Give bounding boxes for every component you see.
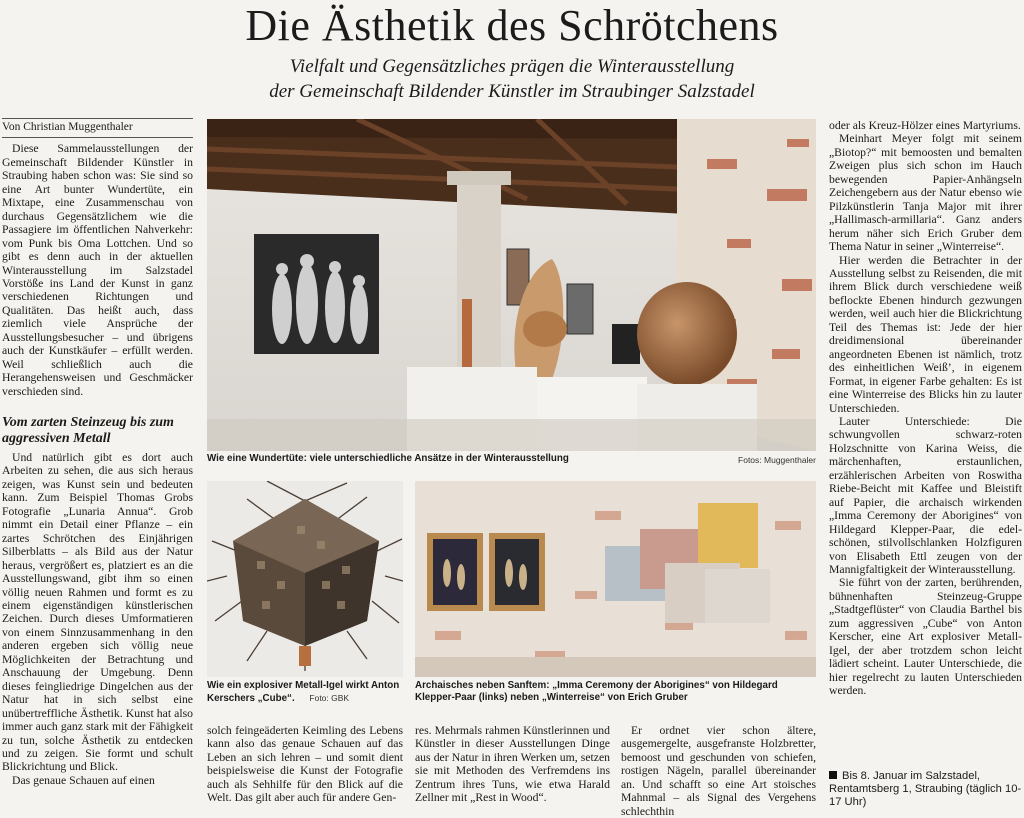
main-photo-credit: Fotos: Muggenthaler [738,455,816,465]
cube-photo-credit: Foto: GBK [309,693,350,703]
paragraph: Er ordnet vier schon ältere, ausgemergelte, ausgefranste Holzbretter, bemoost und geschunden von schiefen, rostigen Nägeln, parallel übereinander an. Und schafft so eine Art stoisches Mahnmal – als Signal des Vergehens schlechthin [621,724,816,818]
byline-rule [2,137,193,138]
exhibition-photo-illustration [207,119,816,451]
headline: Die Ästhetik des Schrötchens [245,1,779,50]
paragraph: Diese Sammelausstellungen der Gemeinschaft Bildender Künstler in Straubing haben schon was: Sie sind so eine Art bunter Wundertüte, ein Mixtape, eine Zusammenschau von durchaus Gegensätzlichem wie die Passagiere im öffentlichen Nahverkehr: vom Punk bis Oma Lottchen. Und so gibt es denn auch in der aktuellen Winterausstellung im Salzstadel Vorstöße ins Land der Kunst in ganz verschiedenen Richtungen und Qualitäten. Das heißt auch, dass ziemlich viele Ansprüche der Ausstellungsbesucher – und übrigens auch der Kunstkäufer – erfüllt werden. Weil schließlich auch die Herangehensweisen und Geschmäcker verschieden sind. [2,142,193,398]
column-1-continued [2,451,193,787]
main-photo-caption: Wie eine Wundertüte: viele unterschiedliche Ansätze in der Winterausstellung [207,453,569,464]
cube-caption-text: Wie ein explosiver Metall-Igel wirkt Anton Kerschers „Cube“. [207,680,400,704]
subline-1: Vielfalt und Gegensätzliches prägen die Winterausstellung [289,56,735,77]
column-2 [207,724,403,805]
paragraph: solch feingeäderten Keimling des Lebens kann also das genaue Schauen auf das Leben an sich lehren – und somit dient beispielsweise die Kunst der Fotografie auch als Sehhilfe für den Blick auf die Welt. Das gilt aber auch für andere Gen- [207,724,403,805]
paragraph: Lauter Unterschiede: Die schwungvollen schwarz-roten Holzschnitte von Karina Weiss, die märchenhaften, erstaunlichen, erzählerischen Arbeiten von Roswitha Riebe-Beicht mit Kaffee und Bleistift auf Papier, die archaisch wirkenden „Imma Ceremony der Aborigines“ von Hildegard Klepper-Paar, die edel-schönen, stilvollschlanken Holzfiguren von Elisabeth Ettl zeugen von der Mannigfaltigkeit der Winterausstellung. [829,414,1022,576]
column-1 [2,121,193,398]
cube-sculpture-photo [207,481,403,677]
column-4 [621,724,816,818]
byline: Von Christian Muggenthaler [2,121,133,133]
brick-wall-artworks-photo [415,481,816,677]
paragraph: Das genaue Schauen auf einen [12,773,155,787]
paragraph: Und natürlich gibt es dort auch Arbeiten zu sehen, die aus sich heraus zeigen, was Kunst sein und bedeuten kann. Zum Beispiel Thomas Grobs Fotografie „Lunaria Annua“. Grob nimmt ein Detail einer Pflanze – ein zartes Schrötchen des Einjährigen Silberblatts – als Bild aus der Natur heraus, vergrößert es, platziert es an die Ausstellungswand, gibt ihm so einen völlig neuen Rahmen und formt es zu einem eigenständigen künstlerischen Zeichen. Durch dieses Umformatieren von einem Sinnzusammenhang in den anderen ergeben sich völlig neue Möglichkeiten der Betrachtung und Anschauung der Umgebung. Denn dieses feingliedrige Dingelchen aus der Natur hat in sich selbst eine unübertreffliche Ästhetik. Kunst hat also immer auch ganz stark mit der Fähigkeit zu tun, solche Ästhetik zu entdecken und zu zeigen. Sie formt und schult Blickrichtung und Blick. [2,451,193,774]
subline-2: der Gemeinschaft Bildender Künstler im Straubinger Salzstadel [269,81,755,102]
exhibition-info-text: Bis 8. Januar im Salzstadel, Rentamtsberg 1, Straubing (täglich 10-17 Uhr) [829,770,1022,808]
paragraph: res. Mehrmals rahmen Künstlerinnen und Künstler in dieser Ausstellungen Dinge aus der Natur in ihren Werken um, setzen sie mit Methoden des Verfremdens ins Zentrum ihres Tuns, wie etwa Harald Zellner mit „Rest in Wood“. [415,724,610,805]
column-3 [415,724,610,805]
wall-illustration [415,481,816,677]
paragraph: oder als Kreuz-Hölzer eines Martyriums. [829,119,1021,132]
column-5 [829,119,1022,697]
cube-illustration [207,481,403,677]
wall-photo-caption: Archaisches neben Sanftem: „Imma Ceremony der Aborigines“ von Hildegard Klepper-Paar (links) neben „Winterreise“ von Erich Gruber [415,680,778,703]
paragraph: Sie führt von der zarten, berührenden, bühnenhaften Steinzeug-Gruppe „Stadtgeflüster“ von Claudia Barthel bis zum aggressiven „Cube“ von Anton Kerscher, eine Art explosiver Metall-Igel, der aber trotzdem schon leicht lädiert scheint. Lauter Unterschiede, die hier regelrecht zu lauten Unterschieden werden. [829,576,1022,698]
paragraph: Hier werden die Betrachter in der Ausstellung selbst zu Reisenden, die mit ihrem Blick durch verschiedene weiß beflockte Ebenen hindurch gezwungen werden, weil auch hier die Blickrichtung Teil des Themas ist: Jede der hier dreidimensional übereinander angeordneten Ebenen ist nämlich, trotz des einheitlichen Weiß’, in eigenem Format, in eigener Farbe gehalten: Es ist eine Winterreise des Blicks hin zu lauter Unterschieden. [829,253,1022,415]
exhibition-hall-photo [207,119,816,451]
subheading: Vom zarten Steinzeug bis zum aggressiven Metall [2,415,174,446]
exhibition-info [829,770,1022,809]
paragraph: Meinhart Meyer folgt mit seinem „Biotop?“ mit bemoosten und bemalten Zweigen plus sich schon im Hauch bewegenden Papier-Anhängseln Zeichengebern aus der Natur ebenso wie Pilzkünstlerin Tanja Major mit ihrer „Hallimasch-armillaria“. Ganz anders herum näher sich Erich Gruber dem Thema Natur in seiner „Winterreise“. [829,132,1022,254]
cube-photo-caption [207,680,403,705]
bullet-square-icon [829,771,837,779]
column-rule [2,118,193,119]
